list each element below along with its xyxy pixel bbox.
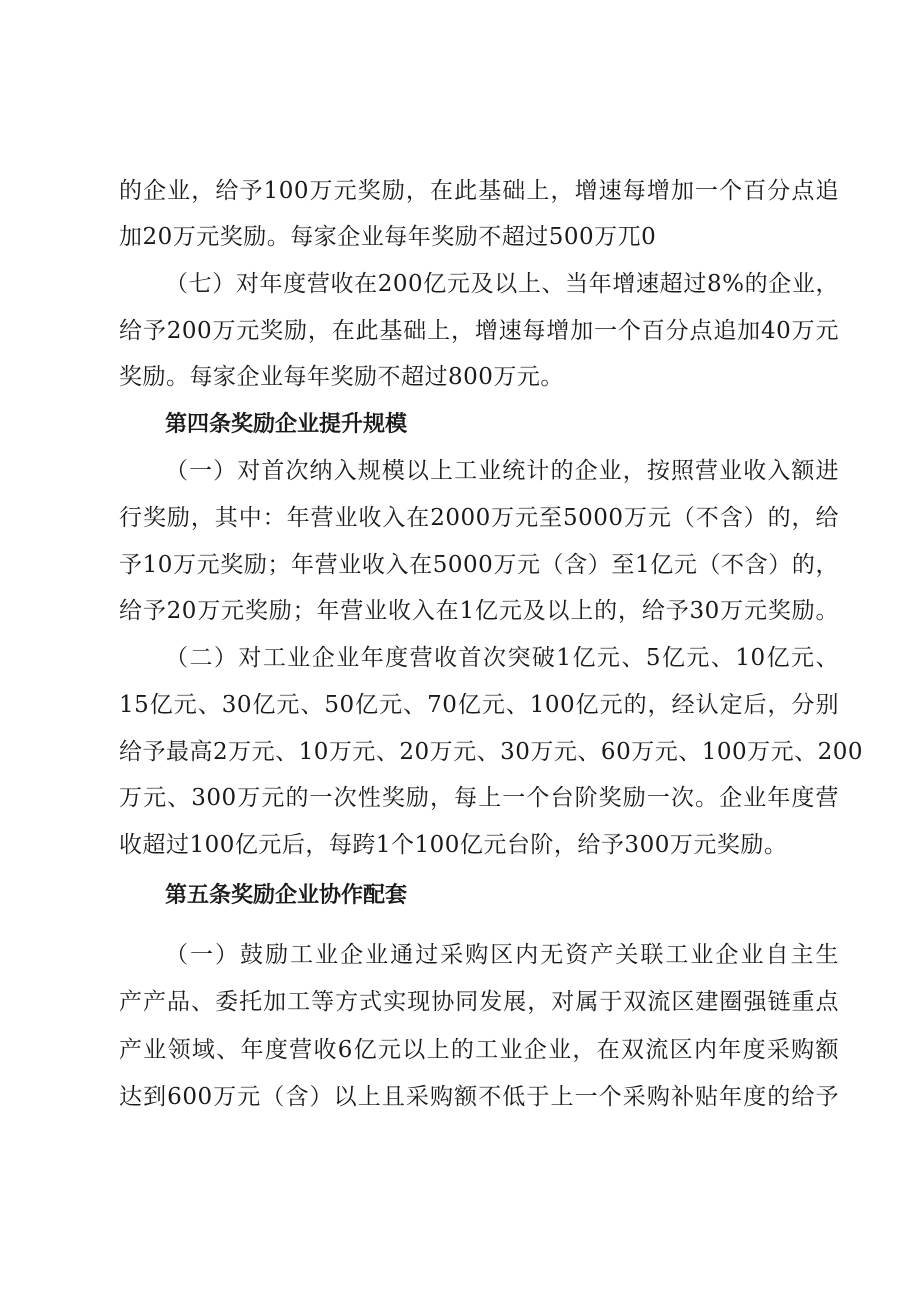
paragraph-line: 给予200万元奖励，在此基础上，增速每增加一个百分点追加40万元 [119, 318, 839, 344]
paragraph-line: 的企业，给予100万元奖励，在此基础上，增速每增加一个百分点追 [119, 178, 839, 204]
section-heading: 第四条奖励企业提升规模 [165, 412, 408, 437]
paragraph-line: 行奖励，其中：年营业收入在2000万元至5000万元（不含）的，给 [119, 505, 839, 531]
paragraph-line: 万元、300万元的一次性奖励，每上一个台阶奖励一次。企业年度营 [119, 785, 839, 811]
paragraph-line: 达到600万元（含）以上且采购额不低于上一个采购补贴年度的给予 [119, 1084, 839, 1110]
paragraph-line: （一）鼓励工业企业通过采购区内无资产关联工业企业自主生 [165, 942, 839, 968]
paragraph-line: 产产品、委托加工等方式实现协同发展，对属于双流区建圈强链重点 [119, 989, 839, 1015]
paragraph-line: 加20万元奖励。每家企业每年奖励不超过500万兀0 [119, 224, 657, 250]
paragraph-line: 产业领域、年度营收6亿元以上的工业企业，在双流区内年度采购额 [119, 1037, 839, 1063]
paragraph-line: （七）对年度营收在200亿元及以上、当年增速超过8%的企业， [165, 271, 839, 297]
paragraph-line: 予10万元奖励；年营业收入在5000万元（含）至1亿元（不含）的， [119, 552, 839, 578]
paragraph-line: （一）对首次纳入规模以上工业统计的企业，按照营业收入额进 [165, 458, 839, 484]
paragraph-line: 收超过100亿元后，每跨1个100亿元台阶，给予300万元奖励。 [119, 832, 788, 858]
section-heading: 第五条奖励企业协作配套 [165, 883, 408, 908]
paragraph-line: （二）对工业企业年度营收首次突破1亿元、5亿元、10亿元、 [165, 645, 839, 671]
paragraph-line: 奖励。每家企业每年奖励不超过800万元。 [119, 364, 564, 390]
paragraph-line: 给予最高2万元、10万元、20万元、30万元、60万元、100万元、200 [119, 739, 863, 765]
paragraph-line: 给予20万元奖励；年营业收入在1亿元及以上的，给予30万元奖励。 [119, 598, 839, 624]
paragraph-line: 15亿元、30亿元、50亿元、70亿元、100亿元的，经认定后，分别 [119, 692, 839, 718]
